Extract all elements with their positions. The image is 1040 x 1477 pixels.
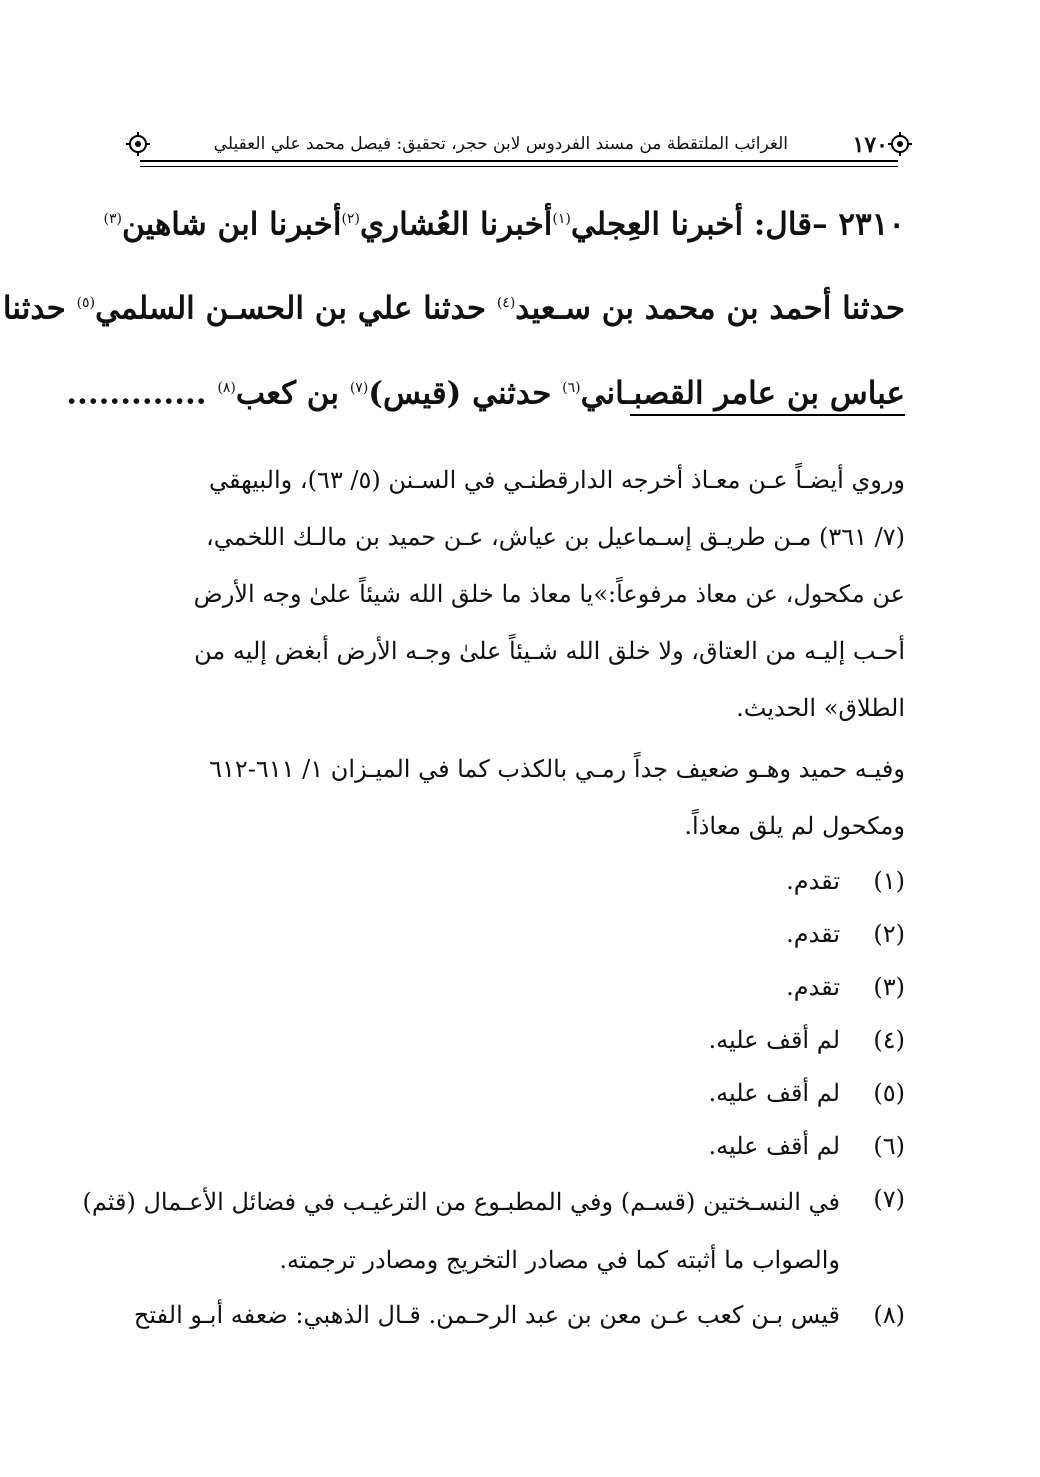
ornament-icon [124,130,152,158]
footnote-text: قيس بـن كعب عـن معن بن عبد الرحـمن. قـال الذهبي: ضعفه أبـو الفتح [133,1301,840,1329]
footnote-4 [135,1014,905,1067]
ornament-icon [886,130,914,158]
note-line: ومكحول لم يلق معاذاً. [684,812,905,840]
footnote-text: لم أقف عليه. [708,1079,840,1107]
footnote-ref[interactable]: (٤) [496,295,516,312]
footnote-ref[interactable]: (٨) [217,379,236,396]
footnote-2 [135,908,905,961]
note-line: وروي أيضـاً عـن معـاذ أخرجه الدارقطنـي في السـنن (٥/ ٦٣)، والبيهقي [208,466,905,494]
footnote-number: (٢) [873,920,905,948]
running-header [130,128,908,168]
footnote-1 [135,855,905,908]
note-line: وفيـه حميد وهـو ضعيف جداً رمـي بالكذب كما في الميـزان ١/ ٦١١-٦١٢ [209,755,905,783]
footnote-number: (٨) [873,1301,905,1329]
footnote-ref[interactable]: (٢) [341,211,360,227]
footnote-ref[interactable]: (٧) [349,379,369,396]
text-line: ٢٣١٠ –قال: أخبرنا العِجلي$^{(١)}$أخبرنا العُشاري$^{(٢)}$أخبرنا ابن شاهين$^{(٣)}$ [103,206,905,243]
text-line: عباس بن عامر القصبـاني$^{(٦)}$ حدثني (قيس)$^{(٧)}$ بن كعب$^{(٨)}$ ............. [66,374,905,411]
footnote-number: (١) [873,867,905,895]
footnote-ref[interactable]: (٣) [103,211,122,227]
footnotes-area [82,452,905,1342]
footnote-number: (٧) [873,1185,905,1213]
footnote-text: تقدم. [786,973,840,1001]
footnote-number: (٥) [873,1079,905,1107]
note-line: (٧/ ٣٦١) مـن طريـق إسـماعيل بن عياش، عـن حميد بن مالـك اللخمي، [205,523,905,551]
note-line: الطلاق» الحديث. [736,694,905,722]
footnote-6 [135,1120,905,1173]
footnote-text: تقدم. [786,867,840,895]
footnote-number: (٣) [873,973,905,1001]
footnote-8 [135,1289,905,1342]
header-rule [140,160,898,162]
page-number: ١٧٠ [852,132,888,158]
footnote-number: (٦) [873,1132,905,1160]
footnote-ref[interactable]: (١) [552,211,571,227]
footnote-3 [135,961,905,1014]
hadith-text [2,180,905,433]
footnote-text: لم أقف عليه. [708,1132,840,1160]
note-line: أحـب إليـه من العتاق، ولا خلق الله شـيئاً علىٰ وجـه الأرض أبغض إليه من [194,637,905,665]
footnote-5 [135,1067,905,1120]
text-line: حدثنا أحمد بن محمد بن سـعيد$^{(٤)}$ حدثنا علي بن الحسـن السلمي$^{(٥)}$ حدثنا [2,290,905,327]
header-title: الغرائب الملتقطة من مسند الفردوس لابن حجر، تحقيق: فيصل محمد علي العقيلي [213,134,788,154]
footnote-ref[interactable]: (٦) [562,379,581,396]
footnote-text: في النسـختين (قسـم) وفي المطبـوع من الترغيـب في فضائل الأعـمال (قثم) والصواب ما أثبته كما في مصادر التخريج ومصادر ترجمته. [82,1188,840,1274]
footnote-7 [82,1173,905,1289]
note-line: عن مكحول، عن معاذ مرفوعاً:»يا معاذ ما خلق الله شيئاً علىٰ وجه الأرض [193,580,905,608]
footnote-text: تقدم. [786,920,840,948]
header-rule-thin [140,166,898,167]
footnote-separator [630,414,905,416]
footnote-text: لم أقف عليه. [708,1026,840,1054]
footnote-ref[interactable]: (٥) [76,295,96,312]
footnote-number: (٤) [873,1026,905,1054]
